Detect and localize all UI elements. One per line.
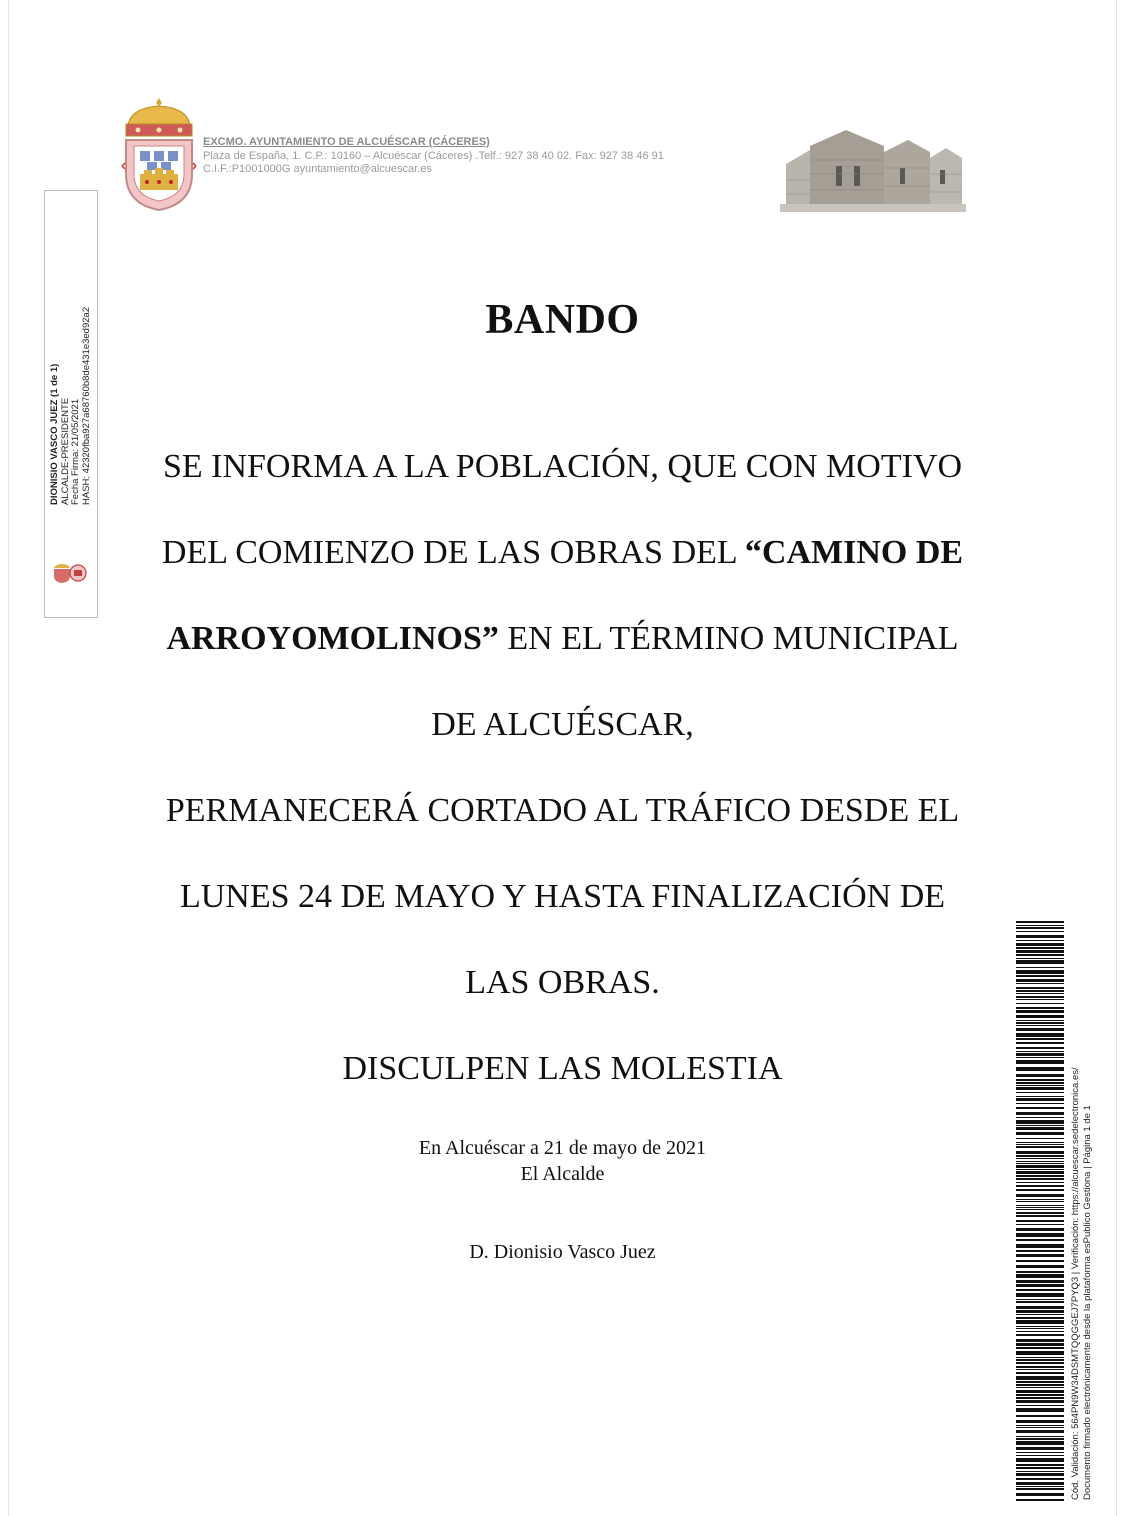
barcode-bar [1016, 1060, 1064, 1064]
barcode-bar [1016, 1390, 1064, 1393]
barcode-bar [1016, 1436, 1064, 1437]
barcode-bar [1016, 1047, 1064, 1049]
barcode-bar [1016, 1239, 1064, 1241]
barcode-bar [1016, 1438, 1064, 1440]
barcode-bar [1016, 1142, 1064, 1143]
barcode-bar [1016, 1028, 1064, 1031]
barcode-bar [1016, 1010, 1064, 1013]
barcode-bar [1016, 1161, 1064, 1162]
body-line-3 [110, 620, 1015, 658]
body-line-4: DE ALCUÉSCAR, [431, 706, 694, 743]
barcode-bar [1016, 1085, 1064, 1086]
barcode-bar [1016, 1038, 1064, 1040]
barcode-bar [1016, 1274, 1064, 1278]
barcode-bar [1016, 990, 1064, 992]
body-line-2 [110, 534, 1015, 572]
barcode-bar [1016, 970, 1064, 974]
signature-hash: HASH: 42320fba927a68760b8de431e3ed92a2 [80, 306, 92, 505]
barcode-bar [1016, 975, 1064, 977]
barcode-bar [1016, 1467, 1064, 1469]
barcode-bar [1016, 1425, 1064, 1426]
barcode-bar [1016, 1003, 1064, 1004]
barcode-bar [1016, 1022, 1064, 1024]
barcode-bar [1016, 1207, 1064, 1208]
barcode-bar [1016, 1171, 1064, 1174]
barcode-bar [1016, 1376, 1064, 1380]
barcode-bar [1016, 1112, 1064, 1115]
barcode-bar [1016, 1339, 1064, 1342]
document-title: BANDO [485, 297, 640, 343]
body-line-8: DISCULPEN LAS MOLESTIA [342, 1050, 783, 1087]
signature-seal-icon [52, 562, 88, 584]
barcode-bar [1016, 1250, 1064, 1252]
barcode-bar [1016, 996, 1064, 998]
barcode-bar [1016, 1362, 1064, 1364]
barcode-bar [1016, 1343, 1064, 1346]
barcode-bar [1016, 1107, 1064, 1109]
barcode-bar [1016, 1369, 1064, 1370]
barcode-bar [1016, 1331, 1064, 1332]
barcode-bar [1016, 1067, 1064, 1071]
barcode-bar [1016, 950, 1064, 953]
barcode-bar [1016, 1265, 1064, 1268]
barcode-bar [1016, 1441, 1064, 1445]
barcode-bar [1016, 1420, 1064, 1423]
barcode-bar [1016, 1074, 1064, 1077]
barcode-bar [1016, 1138, 1064, 1139]
barcode-bar [1016, 1155, 1064, 1157]
page-edge-right [1116, 0, 1117, 1516]
barcode-bar [1016, 1254, 1064, 1257]
barcode-bar [1016, 943, 1064, 946]
barcode-bar [1016, 1215, 1064, 1217]
barcode-bar [1016, 1310, 1064, 1313]
signer-role: El Alcalde [520, 1163, 605, 1185]
barcode-bar [1016, 1394, 1064, 1396]
barcode-bar [1016, 999, 1064, 1000]
barcode-bar [1016, 1488, 1064, 1490]
barcode-bar [1016, 967, 1064, 968]
barcode-bar [1016, 1306, 1064, 1309]
barcode-bar [1016, 1146, 1064, 1148]
body-line-2-bold: “CAMINO DE [744, 534, 964, 571]
barcode-bar [1016, 1271, 1064, 1273]
barcode-bar [1016, 1458, 1064, 1462]
barcode-bar [1016, 1381, 1064, 1383]
signer-name: D. Dionisio Vasco Juez [469, 1241, 656, 1263]
barcode-bar [1016, 1015, 1064, 1018]
validation-line-1: Cód. Validación: 564PN9W34DSMTQQGGEJ7PYQ3 | Verificación: https://alcuescar.sedelectronica.es/ [1070, 1067, 1081, 1500]
barcode-bar [1016, 1158, 1064, 1159]
barcode-bar [1016, 1499, 1064, 1501]
barcode-bar [1016, 1452, 1064, 1453]
barcode-bar [1016, 1201, 1064, 1202]
validation-text [1070, 1067, 1093, 1500]
barcode-bar [1016, 1384, 1064, 1386]
barcode-bar [1016, 1357, 1064, 1358]
barcode-bar [1016, 921, 1064, 923]
barcode-bar [1016, 1284, 1064, 1287]
signature-role: ALCALDE-PRESIDENTE [59, 397, 71, 505]
body-line-6: LUNES 24 DE MAYO Y HASTA FINALIZACIÓN DE [179, 878, 946, 915]
barcode-bar [1016, 1455, 1064, 1456]
body-line-5: PERMANECERÁ CORTADO AL TRÁFICO DESDE EL [165, 792, 960, 829]
header-cif-email: C.I.F.:P1001000G ayuntamiento@alcuescar.es [203, 163, 432, 175]
place-date: En Alcuéscar a 21 de mayo de 2021 [418, 1137, 707, 1159]
barcode-bar [1016, 1182, 1064, 1183]
page-edge-left [8, 0, 9, 1516]
barcode-bar [1016, 1144, 1064, 1145]
barcode-bar [1016, 1478, 1064, 1480]
body-line-7: LAS OBRAS. [465, 964, 660, 1001]
barcode-bar [1016, 1120, 1064, 1124]
barcode-bar [1016, 1117, 1064, 1118]
barcode-bar [1016, 1178, 1064, 1180]
barcode-bar [1016, 1220, 1064, 1222]
barcode-bar [1016, 987, 1064, 989]
barcode-bar [1016, 1473, 1064, 1476]
barcode-bar [1016, 947, 1064, 949]
barcode-bar [1016, 1199, 1064, 1200]
barcode-bar [1016, 1397, 1064, 1399]
barcode-bar [1016, 1328, 1064, 1329]
barcode-bar [1016, 1482, 1064, 1485]
barcode-bar [1016, 1359, 1064, 1361]
barcode-bar [1016, 1087, 1064, 1090]
barcode-bar [1016, 1096, 1064, 1097]
barcode-bar [1016, 1280, 1064, 1283]
validation-line-2: Documento firmado electrónicamente desde la plataforma esPublico Gestiona | Página 1 de 1 [1081, 1105, 1093, 1500]
barcode-bar [1016, 1387, 1064, 1388]
barcode-bar [1016, 1132, 1064, 1135]
barcode-bar [1016, 1127, 1064, 1130]
barcode-bar [1016, 1430, 1064, 1433]
barcode-bar [1016, 1103, 1064, 1104]
barcode-bar [1016, 1205, 1064, 1206]
barcode-bar [1016, 1185, 1064, 1187]
barcode-bar [1016, 1007, 1064, 1009]
barcode-bar [1016, 960, 1064, 964]
barcode-bar [1016, 1233, 1064, 1237]
body-line-3-text: EN EL TÉRMINO MUNICIPAL [498, 620, 959, 657]
signature-name: DIONISIO VASCO JUEZ (1 de 1) [49, 363, 60, 505]
barcode-bar [1016, 1189, 1064, 1191]
barcode-bar [1016, 1033, 1064, 1037]
barcode-bar [1016, 927, 1064, 929]
barcode-bar [1016, 1057, 1064, 1058]
barcode-bar [1016, 1092, 1064, 1093]
barcode-bar [1016, 1289, 1064, 1291]
barcode-bar [1016, 1447, 1064, 1450]
barcode-bar [1016, 1163, 1064, 1164]
validation-barcode [1016, 921, 1064, 1501]
barcode-bar [1016, 1025, 1064, 1026]
barcode-bar [1016, 1125, 1064, 1126]
barcode-bar [1016, 1051, 1064, 1052]
barcode-bar [1016, 1228, 1064, 1231]
header-address: Plaza de España, 1. C.P.: 10160 – Alcuéscar (Cáceres) .Telf.: 927 38 40 02. Fax: 927 38 46 91 [203, 149, 664, 162]
barcode-bar [1016, 1486, 1064, 1487]
barcode-bar [1016, 1169, 1064, 1170]
barcode-bar [1016, 958, 1064, 959]
barcode-bar [1016, 1042, 1064, 1044]
barcode-bar [1016, 1408, 1064, 1412]
barcode-bar [1016, 1209, 1064, 1210]
barcode-bar [1016, 1293, 1064, 1297]
barcode-bar [1016, 1175, 1064, 1177]
header-title: EXCMO. AYUNTAMIENTO DE ALCUÉSCAR (CÁCERES) [203, 136, 490, 148]
church-image [780, 124, 966, 214]
barcode-bar [1016, 1320, 1064, 1324]
barcode-bar [1016, 1405, 1064, 1406]
barcode-bar [1016, 1427, 1064, 1428]
barcode-bar [1016, 1317, 1064, 1319]
barcode-bar [1016, 1194, 1064, 1197]
barcode-bar [1016, 1366, 1064, 1368]
barcode-bar [1016, 1400, 1064, 1403]
barcode-bar [1016, 1260, 1064, 1262]
barcode-bar [1016, 1351, 1064, 1355]
barcode-bar [1016, 940, 1064, 941]
barcode-bar [1016, 1299, 1064, 1300]
barcode-bar [1016, 1415, 1064, 1417]
barcode-bar [1016, 1464, 1064, 1466]
barcode-bar [1016, 1493, 1064, 1496]
body-line-2-text: DEL COMIENZO DE LAS OBRAS DEL [161, 534, 745, 571]
barcode-bar [1016, 1244, 1064, 1248]
barcode-bar [1016, 1082, 1064, 1084]
barcode-bar [1016, 1212, 1064, 1214]
barcode-bar [1016, 1334, 1064, 1336]
barcode-bar [1016, 979, 1064, 982]
barcode-bar [1016, 954, 1064, 956]
barcode-bar [1016, 993, 1064, 994]
barcode-bar [1016, 1165, 1064, 1168]
barcode-bar [1016, 1347, 1064, 1349]
barcode-bar [1016, 1471, 1064, 1472]
header-letterhead [203, 136, 783, 177]
barcode-bar [1016, 983, 1064, 984]
barcode-bar [1016, 1314, 1064, 1315]
barcode-bar [1016, 1151, 1064, 1154]
barcode-bar [1016, 1301, 1064, 1303]
barcode-bar [1016, 1079, 1064, 1081]
barcode-bar [1016, 1224, 1064, 1225]
barcode-bar [1016, 1020, 1064, 1021]
body-line-3-bold: ARROYOMOLINOS” [166, 620, 499, 657]
barcode-bar [1016, 1372, 1064, 1374]
barcode-bar [1016, 935, 1064, 938]
signature-date: Fecha Firma: 21/05/2021 [70, 398, 81, 505]
barcode-bar [1016, 931, 1064, 932]
barcode-bar [1016, 925, 1064, 926]
barcode-bar [1016, 1098, 1064, 1101]
body-line-1: SE INFORMA A LA POBLACIÓN, QUE CON MOTIVO [162, 448, 963, 485]
coat-of-arms-logo [120, 96, 198, 214]
barcode-bar [1016, 1053, 1064, 1056]
barcode-bar [1016, 1326, 1064, 1327]
